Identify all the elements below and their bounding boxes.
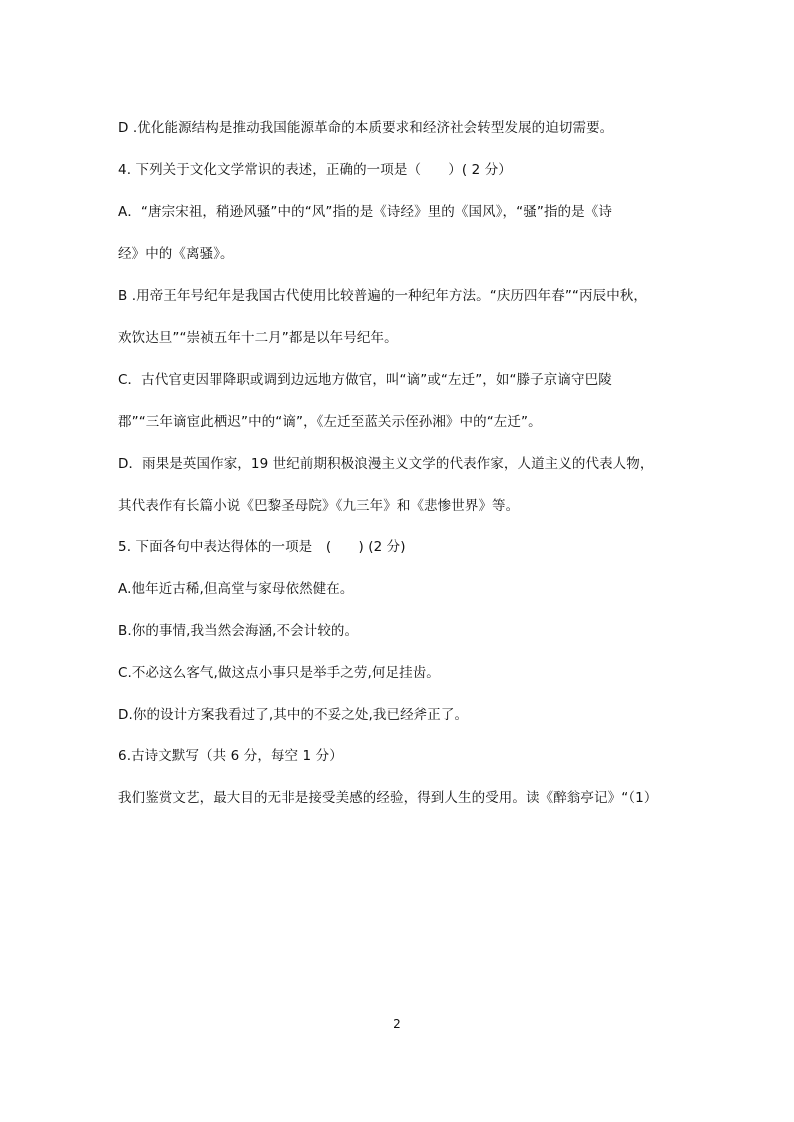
option-d-energy-structure: D .优化能源结构是推动我国能源革命的本质要求和经济社会转型发展的迫切需要。 <box>118 120 614 136</box>
question-4-option-a-line-1: A．“唐宗宋祖，稍逊风骚”中的“风”指的是《诗经》里的《国风》，“骚”指的是《诗 <box>118 204 612 220</box>
question-5-stem: 5. 下面各句中表达得体的一项是 ( ) (2 分) <box>118 539 406 555</box>
page-number: 2 <box>393 1017 401 1031</box>
question-4-option-c-line-1: C．古代官吏因罪降职或调到边远地方做官，叫“谪”或“左迁”，如“滕子京谪守巴陵 <box>118 372 612 388</box>
question-4-option-b-line-1: B .用帝王年号纪年是我国古代使用比较普遍的一种纪年方法。“庆历四年春”“丙辰中秋， <box>118 288 648 304</box>
question-4-option-d-line-2: 其代表作有长篇小说《巴黎圣母院》《九三年》和《悲惨世界》等。 <box>118 498 520 514</box>
question-4-stem: 4. 下列关于文化文学常识的表述，正确的一项是（ ）( 2 分） <box>118 162 512 178</box>
question-5-option-a: A.他年近古稀,但高堂与家母依然健在。 <box>118 581 354 597</box>
question-4-option-c-line-2: 郡”“三年谪宦此栖迟”中的“谪”，《左迁至蓝关示侄孙湘》中的“左迁”。 <box>118 414 542 430</box>
question-5-option-d: D.你的设计方案我看过了,其中的不妥之处,我已经斧正了。 <box>118 707 469 723</box>
question-5-option-c: C.不必这么客气,做这点小事只是举手之劳,何足挂齿。 <box>118 665 440 681</box>
question-5-option-b: B.你的事情,我当然会海涵,不会计较的。 <box>118 623 359 639</box>
question-6-passage: 我们鉴赏文艺，最大目的无非是接受美感的经验，得到人生的受用。读《醉翁亭记》“（1） <box>118 790 658 806</box>
question-4-option-a-line-2: 经》中的《离骚》。 <box>118 246 234 262</box>
question-4-option-d-line-1: D．雨果是英国作家，19 世纪前期积极浪漫主义文学的代表作家，人道主义的代表人物， <box>118 456 654 472</box>
question-6-heading: 6.古诗文默写（共 6 分，每空 1 分） <box>118 748 343 764</box>
question-4-option-b-line-2: 欢饮达旦”“崇祯五年十二月”都是以年号纪年。 <box>118 330 398 346</box>
